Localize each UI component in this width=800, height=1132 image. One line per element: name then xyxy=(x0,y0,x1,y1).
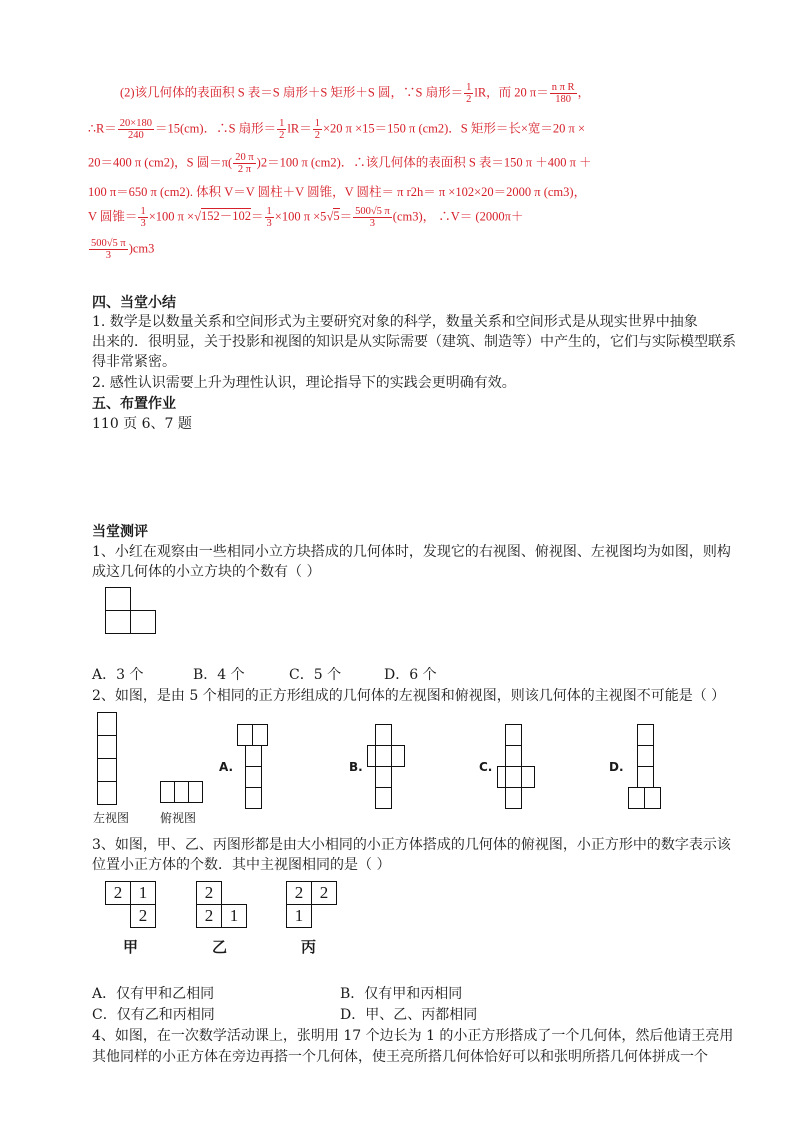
q3-label-yi: 乙 xyxy=(212,938,228,956)
q2-square xyxy=(521,766,535,788)
q2-option-d-letter[interactable]: D. xyxy=(609,760,624,774)
solution-line-6: $\frac{500√5 \pi}{3}$ )cm3 xyxy=(91,238,155,262)
summary-p1-line2: 出来的．很明显，关于投影和视图的知识是从实际需要（建筑、制造等）中产生的，它们与实际模型联系 xyxy=(92,334,736,350)
summary-p2: 2. 感性认识需要上升为理性认识，理论指导下的实践会更明确有效。 xyxy=(92,375,516,391)
q2-square xyxy=(391,745,405,767)
q2-square xyxy=(97,781,117,805)
q2-square xyxy=(637,745,654,767)
q3-cell: 2 xyxy=(196,904,222,928)
solution-line-1: (2)该几何体的表面积 S 表＝S 扇形＋S 矩形＋S 圆，∵S 扇形＝ $\frac{1}{2}$ lR，而 20 π＝ $\frac{\text{n π R}}{180}$ ， xyxy=(120,82,591,106)
q2-option-a-letter[interactable]: A. xyxy=(219,760,234,774)
q3-cell: 2 xyxy=(105,881,131,905)
q3-cell: 2 xyxy=(311,881,337,905)
q3-option-a[interactable]: A．仅有甲和乙相同 xyxy=(92,986,215,1002)
q3-cell: 2 xyxy=(130,904,156,928)
q2-square xyxy=(375,724,392,746)
q2-square xyxy=(375,787,392,809)
q3-label-bing: 丙 xyxy=(301,938,317,956)
summary-p1-line3: 得非常紧密。 xyxy=(92,354,176,370)
q3-option-d[interactable]: D．甲、乙、丙都相同 xyxy=(340,1007,478,1023)
q2-square xyxy=(644,787,661,809)
q3-option-b[interactable]: B．仅有甲和丙相同 xyxy=(340,986,463,1002)
q3-line1: 3、如图，甲、乙、丙图形都是由大小相同的小正方体搭成的几何体的俯视图，小正方形中的数字表示该 xyxy=(92,837,731,853)
q1-option-c[interactable]: C．5 个 xyxy=(289,667,342,683)
q1-square xyxy=(105,587,131,611)
q2-square xyxy=(628,787,645,809)
q2-left-view-label: 左视图 xyxy=(93,811,130,825)
q3-cell: 2 xyxy=(286,881,312,905)
q2-option-c-letter[interactable]: C. xyxy=(479,760,493,774)
summary-p1-line1: 1. 数学是以数量关系和空间形式为主要研究对象的科学，数量关系和空间形式是从现实世界中抽象 xyxy=(92,314,698,330)
q3-cell: 2 xyxy=(196,881,222,905)
q3-cell: 1 xyxy=(130,881,156,905)
q2-square xyxy=(375,745,392,767)
q2-square xyxy=(505,745,522,767)
q2-square xyxy=(505,787,522,809)
q1-square xyxy=(105,610,131,634)
q4-line1: 4、如图，在一次数学活动课上，张明用 17 个边长为 1 的小正方形搭成了一个几何体，然后他请王亮用 xyxy=(92,1028,734,1044)
q1-option-d[interactable]: D．6 个 xyxy=(384,667,437,683)
q2-square xyxy=(160,781,175,803)
q2-square xyxy=(245,766,262,788)
q2-square xyxy=(505,766,522,788)
q2-text: 2、如图，是由 5 个相同的正方形组成的几何体的左视图和俯视图，则该几何体的主视图不可能是（ ） xyxy=(92,688,726,704)
solution-line-3: 20＝400 π (cm2)，S 圆＝π( $\frac{20 \pi}{2 \pi}$ )2＝100 π (cm2)．∴该几何体的表面积 S 表＝150 π ＋400 π ＋ xyxy=(88,152,592,176)
q2-square xyxy=(245,745,262,767)
q2-square xyxy=(375,766,392,788)
q1-option-a[interactable]: A．3 个 xyxy=(92,667,144,683)
q3-cell: 1 xyxy=(221,904,247,928)
solution-line-4: 100 π＝650 π (cm2). 体积 V＝V 圆柱＋V 圆锥，V 圆柱＝ π r2h＝ π ×102×20＝2000 π (cm3)， xyxy=(88,185,587,199)
q2-square xyxy=(188,781,203,803)
homework-text: 110 页 6、7 题 xyxy=(92,416,192,432)
q1-line1: 1、小红在观察由一些相同小立方块搭成的几何体时，发现它的右视图、俯视图、左视图均为如图，则构 xyxy=(92,544,731,560)
q1-square xyxy=(130,610,156,634)
q2-square xyxy=(97,735,117,759)
q2-top-view-label: 俯视图 xyxy=(160,811,197,825)
q1-line2: 成这几何体的小立方块的个数有（ ） xyxy=(92,564,321,580)
q3-line2: 位置小正方体的个数．其中主视图相同的是（ ） xyxy=(92,857,391,873)
q3-cell: 1 xyxy=(286,904,312,928)
q2-square xyxy=(505,724,522,746)
q2-square xyxy=(97,758,117,782)
solution-line-5: V 圆锥＝ $\frac{1}{3}$ ×100 π ×√152－102＝ $\frac{1}{3}$ ×100 π ×5√5＝ $\frac{500√5 \pi}{3}$ (cm3)， ∴V＝ (2000π＋ xyxy=(88,206,524,230)
q2-square xyxy=(174,781,189,803)
q4-line2: 其他同样的小正方体在旁边再搭一个几何体，使王亮所搭几何体恰好可以和张明所搭几何体拼成一个 xyxy=(92,1049,708,1065)
q3-option-c[interactable]: C．仅有乙和丙相同 xyxy=(92,1007,215,1023)
quiz-heading: 当堂测评 xyxy=(92,524,148,540)
q2-square xyxy=(97,712,117,736)
homework-heading: 五、布置作业 xyxy=(92,396,176,412)
q2-square xyxy=(237,724,253,746)
q2-square xyxy=(245,787,262,809)
q2-square xyxy=(637,766,654,788)
q2-square xyxy=(637,724,654,746)
solution-line-2: ∴R＝ $\frac{20\times 180}{240}$ ＝15(cm)．∴S 扇形＝ $\frac{1}{2}$ lR＝ $\frac{1}{2}$ ×20 π ×15＝150 π (cm2)．S 矩形＝长×宽＝20 π × xyxy=(88,118,586,142)
q1-option-b[interactable]: B．4 个 xyxy=(193,667,245,683)
summary-heading: 四、当堂小结 xyxy=(92,295,176,311)
q2-square xyxy=(252,724,268,746)
q3-label-jia: 甲 xyxy=(123,938,139,956)
q2-option-b-letter[interactable]: B. xyxy=(349,760,363,774)
